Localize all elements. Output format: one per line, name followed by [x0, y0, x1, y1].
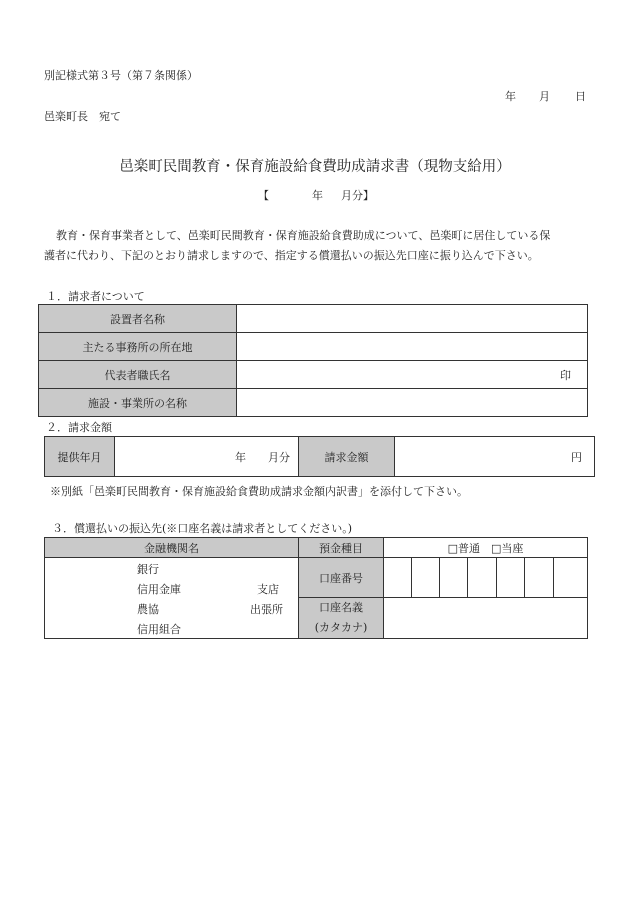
- account-digit-7[interactable]: [554, 558, 588, 598]
- account-digit-5[interactable]: [497, 558, 525, 598]
- section1-heading: １．請求者について: [46, 290, 145, 303]
- intro-line-1: 教育・保育事業者として、邑楽町民間教育・保育施設給食費助成について、邑楽町に居住している保: [56, 229, 551, 242]
- attachment-note: ※別紙「邑楽町民間教育・保育施設給食費助成請求金額内訳書」を添付して下さい。: [50, 485, 468, 498]
- amount-field[interactable]: [395, 437, 595, 477]
- section2-heading: ２．請求金額: [46, 421, 112, 434]
- requester-table: [38, 304, 588, 417]
- table-row: [39, 361, 588, 389]
- date-year: 年: [505, 90, 516, 103]
- period-year: 年: [235, 450, 246, 464]
- account-digit-2[interactable]: [412, 558, 440, 598]
- subtitle-year: 年: [312, 189, 323, 202]
- bank-type-ja: 農協: [137, 603, 159, 616]
- intro-line-2: 護者に代わり、下記のとおり請求しますので、指定する償還払いの振込先口座に振り込んで下さい。: [44, 249, 539, 262]
- period-field[interactable]: [115, 437, 299, 477]
- office-address-field[interactable]: [237, 333, 588, 361]
- founder-name-field[interactable]: [237, 305, 588, 333]
- table-row: [39, 333, 588, 361]
- table-row: [45, 437, 595, 477]
- representative-label: 代表者職氏名: [39, 361, 237, 389]
- branch-type-branch: 支店: [257, 583, 279, 596]
- period-month: 月分: [268, 450, 290, 464]
- representative-field[interactable]: [237, 361, 588, 389]
- account-name-field[interactable]: [384, 598, 588, 639]
- bank-type-shinkin: 信用金庫: [137, 583, 181, 596]
- subtitle-month: 月分】: [341, 189, 374, 202]
- table-row: [39, 389, 588, 417]
- deposit-type-options[interactable]: □普通 □当座: [384, 538, 588, 558]
- bank-type-bank: 銀行: [137, 563, 159, 576]
- facility-name-field[interactable]: [237, 389, 588, 417]
- amount-label: 請求金額: [299, 437, 395, 477]
- page-title: 邑楽町民間教育・保育施設給食費助成請求書（現物支給用）: [119, 159, 511, 175]
- bank-name-cell[interactable]: [45, 558, 299, 639]
- account-name-label: [299, 598, 384, 639]
- office-address-label: 主たる事務所の所在地: [39, 333, 237, 361]
- section3-heading: ３．償還払いの振込先(※口座名義は請求者としてください。): [52, 522, 353, 535]
- account-name-sub: (カタカナ): [314, 621, 368, 634]
- date-day: 日: [575, 90, 586, 103]
- account-digit-1[interactable]: [384, 558, 412, 598]
- account-digit-3[interactable]: [440, 558, 468, 598]
- amount-table: [44, 436, 595, 477]
- table-row: [45, 538, 588, 558]
- account-name-title: 口座名義: [319, 601, 363, 614]
- date-month: 月: [539, 90, 550, 103]
- account-digit-6[interactable]: [525, 558, 554, 598]
- bank-name-header: 金融機関名: [45, 538, 299, 558]
- bank-table: [44, 537, 588, 639]
- deposit-type-label: 預金種目: [299, 538, 384, 558]
- addressee: 邑楽町長 宛て: [44, 110, 121, 123]
- subtitle-open: 【: [258, 189, 269, 202]
- period-label: 提供年月: [45, 437, 115, 477]
- bank-type-credit-union: 信用組合: [137, 623, 181, 636]
- form-reference: 別記様式第３号（第７条関係）: [44, 69, 198, 82]
- account-number-label: 口座番号: [299, 558, 384, 598]
- founder-name-label: 設置者名称: [39, 305, 237, 333]
- branch-type-sub: 出張所: [250, 603, 283, 616]
- account-digit-4[interactable]: [468, 558, 497, 598]
- seal-mark: 印: [560, 368, 571, 382]
- facility-name-label: 施設・事業所の名称: [39, 389, 237, 417]
- yen-unit: 円: [571, 450, 582, 464]
- table-row: [45, 558, 588, 598]
- table-row: [39, 305, 588, 333]
